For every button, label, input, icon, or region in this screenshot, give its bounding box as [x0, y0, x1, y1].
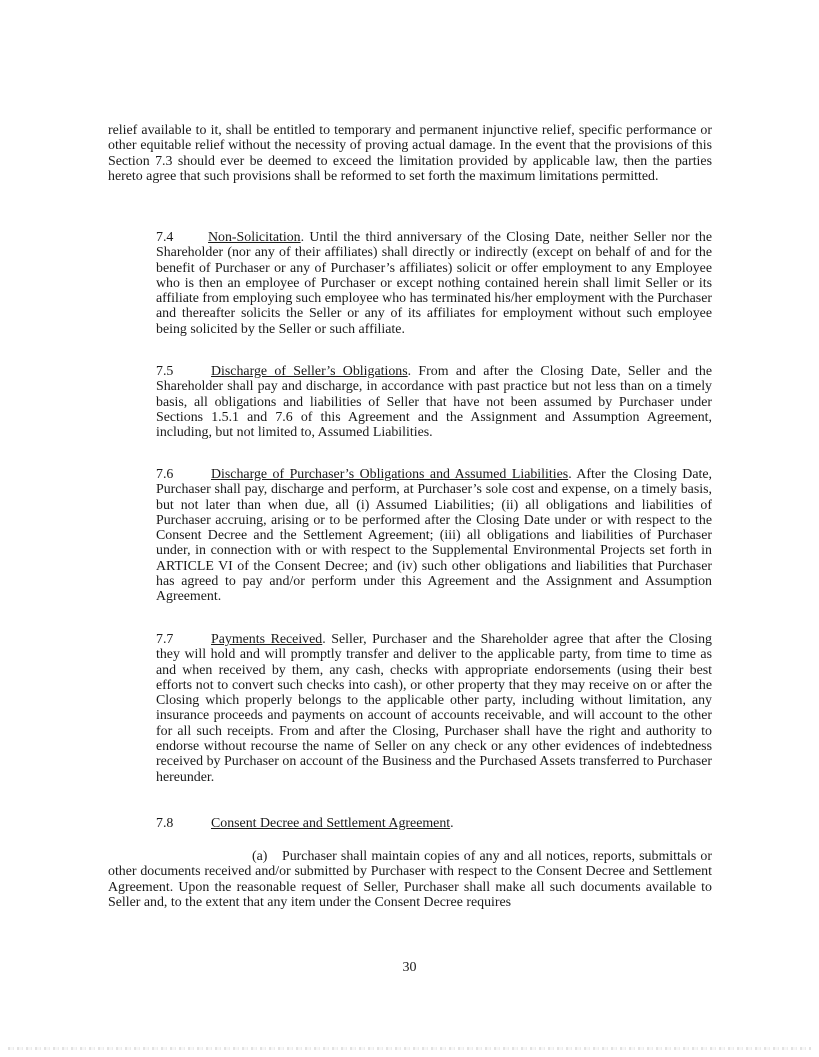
- section-7-7: [108, 632, 712, 785]
- section-7-6: [108, 467, 712, 605]
- section-7-4: [108, 230, 712, 337]
- section-text: .: [450, 816, 454, 831]
- section-heading: Payments Received: [211, 632, 323, 647]
- section-number: 7.8: [156, 816, 174, 831]
- page-number: 30: [402, 960, 417, 975]
- subsection-label: (a): [252, 849, 268, 864]
- section-number: 7.6: [156, 467, 174, 482]
- section-7-8: [108, 816, 712, 831]
- section-text: . Until the third anniversary of the Closing Date, neither Seller nor the Shareholder (nor any of their affiliates) shall directly or indirectly (except on behalf of and for the benefit of Purchaser or any of Purchaser’s affiliates) solicit or offer employment to any Employee who is then an employee of Purchaser or except nothing contained herein shall limit Seller or its affiliate from employing such employee who has terminated his/her employment with the Purchaser and thereafter solicits the Seller or any of its affiliates for employment without such employee being solicited by the Seller or such affiliate.: [156, 230, 712, 337]
- section-7-5: [108, 364, 712, 440]
- section-heading: Consent Decree and Settlement Agreement: [211, 816, 451, 831]
- section-7-8-a: [108, 849, 712, 910]
- scan-artifact-line: [8, 1047, 811, 1050]
- subsection-text: Purchaser shall maintain copies of any and all notices, reports, submittals or other documents received and/or submitted by Purchaser with respect to the Consent Decree and Settlement Agreement. Upon the reasonable request of Seller, Purchaser shall make all such documents available to Seller and, to the extent that any item under the Consent Decree requires: [108, 849, 712, 910]
- section-text: . From and after the Closing Date, Seller and the Shareholder shall pay and discharge, in accordance with past practice but not less than on a timely basis, all obligations and liabilities of Seller that have not been assumed by Purchaser under Sections 1.5.1 and 7.6 of this Agreement and the Assignment and Assumption Agreement, including, but not limited to, Assumed Liabilities.: [156, 364, 712, 441]
- section-number: 7.5: [156, 364, 174, 379]
- section-number: 7.4: [156, 230, 174, 245]
- paragraph-text: relief available to it, shall be entitled to temporary and permanent injunctive relief, specific performance or other equitable relief without the necessity of proving actual damage. In the event that the provisions of this Section 7.3 should ever be deemed to exceed the limitation provided by applicable law, then the parties hereto agree that such provisions shall be reformed to set forth the maximum limitations permitted.: [108, 123, 712, 184]
- section-heading: Discharge of Seller’s Obligations: [211, 364, 408, 379]
- section-number: 7.7: [156, 632, 174, 647]
- section-heading: Non-Solicitation: [208, 230, 301, 245]
- section-text: . After the Closing Date, Purchaser shall pay, discharge and perform, at Purchaser’s sole cost and expense, on a timely basis, but not later than when due, all (i) Assumed Liabilities; (ii) all obligations and liabilities of Purchaser accruing, arising or to be performed after the Closing Date under or with respect to the Consent Decree and the Settlement Agreement; (iii) all obligations and liabilities of Purchaser under, in connection with or with respect to the Supplemental Environmental Projects set forth in ARTICLE VI of the Consent Decree; and (iv) such other obligations and liabilities that Purchaser has agreed to pay and/or perform under this Agreement and the Assignment and Assumption Agreement.: [156, 467, 712, 605]
- section-heading: Discharge of Purchaser’s Obligations and Assumed Liabilities: [211, 467, 569, 482]
- paragraph-continuation: [108, 123, 712, 184]
- section-text: . Seller, Purchaser and the Shareholder agree that after the Closing they will hold and will promptly transfer and deliver to the applicable party, from time to time as and when received by them, any cash, checks with appropriate endorsements (using their best efforts not to convert such checks into cash), or other property that they may receive on or after the Closing which properly belongs to the applicable other party, including without limitation, any insurance proceeds and payments on account of accounts receivable, and will account to the other for all such receipts. From and after the Closing, Purchaser shall have the right and authority to endorse without recourse the name of Seller on any check or any other evidences of indebtedness received by Purchaser on account of the Business and the Purchased Assets transferred to Purchaser hereunder.: [156, 632, 712, 785]
